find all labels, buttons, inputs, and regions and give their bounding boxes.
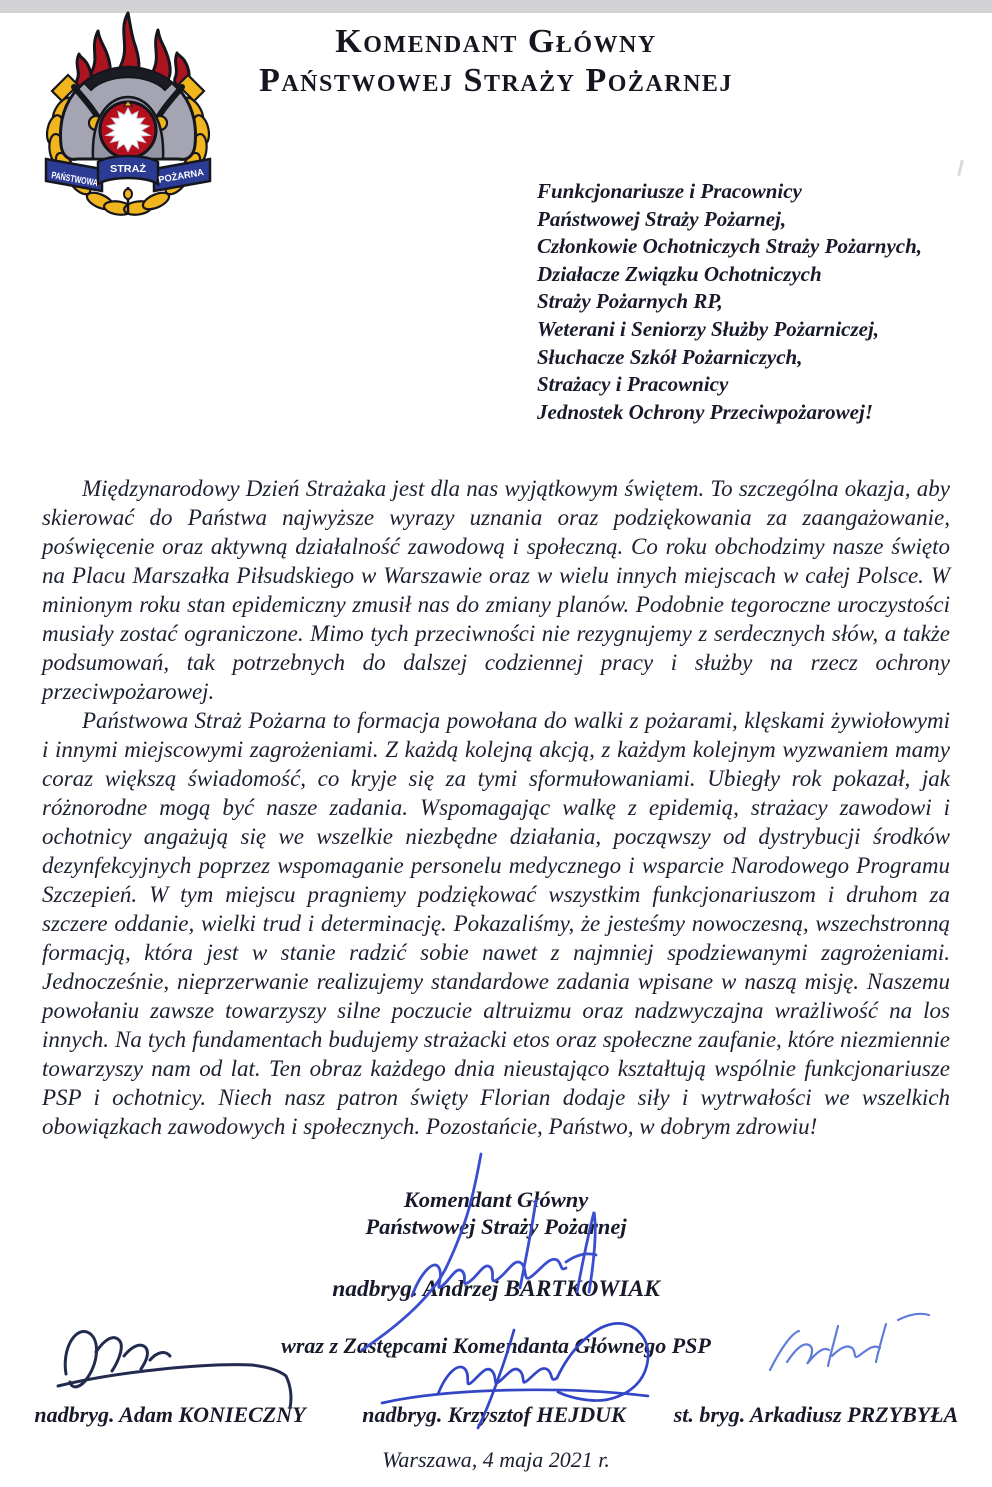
closing-signer-name: nadbryg. Andrzej BARTKOWIAK [332, 1276, 660, 1302]
scan-artifact-mark [957, 160, 964, 176]
addressee-line: Słuchacze Szkół Pożarniczych, [537, 344, 803, 369]
closing-block [0, 1186, 992, 1303]
addressee-line: Działacze Związku Ochotniczych [537, 261, 822, 286]
deputy-name-hejduk: nadbryg. Krzysztof HEJDUK [362, 1402, 626, 1427]
addressee-line: Weterani i Seniorzy Służby Pożarniczej, [537, 316, 880, 341]
banner-text-pozarna: POŻARNA [157, 166, 206, 186]
deputies-intro-line: wraz z Zastępcami Komendanta Głównego PSP [281, 1333, 711, 1358]
addressee-line: Funkcjonariusze i Pracownicy [537, 179, 802, 203]
addressee-line: Straży Pożarnych RP, [537, 289, 723, 314]
polish-eagle-icon [100, 101, 156, 158]
addressee-line: Państwowej Straży Pożarnej, [537, 206, 787, 231]
letterhead-title [0, 22, 992, 100]
addressee-line: Jednostek Ochrony Przeciwpożarowej! [537, 399, 873, 424]
closing-position-line-2: Państwowej Straży Pożarnej [365, 1214, 627, 1239]
body-paragraph-2: Państwowa Straż Pożarna to formacja powołana do walki z pożarami, klęskami żywiołowymi i innymi miejscowymi zagrożeniami. Z każdą kolejną akcją, z każdym kolejnym wyzwaniem mamy coraz większą świadomość, co kryje się za tymi sformułowaniami. Ubiegły rok pokazał, jak różnorodne mogą być nasze zadania. Wspomagając walkę z epidemią, strażacy zawodowi i ochotnicy angażują się we wszelkie niezbędne działania, począwszy od dystrybucji środków dezynfekcyjnych poprzez wspomaganie personelu medycznego i wsparcie Narodowego Programu Szczepień. W tym miejscu pragniemy podziękować wszystkim funkcjonariuszom i druhom za szczere oddanie, wielki trud i determinację. Pokazaliśmy, że jesteśmy nowoczesną, wszechstronną formacją, która jest w stanie radzić sobie nawet z najmniej spodziewanymi zagrożeniami. Jednocześnie, nieprzerwanie realizujemy standardowe zadania wpisane w naszą misję. Naszemu powołaniu zawsze towarzyszy silne poczucie altruizmu oraz nadzwyczajna wrażliwość na los innych. Na tych fundamentach budujemy strażacki etos oraz społeczne zaufanie, które niezmiennie towarzyszy nam od lat. Ten obraz każdego dnia nieustająco kształtują wspólnie funkcjonariusze PSP i ochotnicy. Niech nasz patron święty Florian dodaje siły i wytrwałości we wszelkich obowiązkach zawodowych i społecznych. Pozostańcie, Państwo, w dobrym zdrowiu! [42, 708, 950, 1139]
banner-text-straz: STRAŻ [110, 163, 145, 175]
place-and-date-line: Warszawa, 4 maja 2021 r. [382, 1447, 610, 1472]
addressee-block [537, 178, 922, 426]
letter-body [42, 474, 950, 1141]
deputy-name-konieczny: nadbryg. Adam KONIECZNY [34, 1402, 306, 1427]
closing-position-line-1: Komendant Główny [403, 1187, 589, 1212]
body-paragraph-1: Międzynarodowy Dzień Strażaka jest dla nas wyjątkowym świętem. To szczególna okazja, aby skierować do Państwa najwyższe wyrazy uznania oraz podziękowania za zaangażowanie, poświęcenie oraz aktywną działalność zawodową i społeczną. Co roku obchodzimy nasze święto na Placu Marszałka Piłsudskiego w Warszawie oraz w wielu innych miejscach w całej Polsce. W minionym roku stan epidemiczny zmusił nas do zmiany planów. Podobnie tegoroczne uroczystości musiały zostać ograniczone. Mimo tych przeciwności nie rezygnujemy z serdecznych słów, a także podsumowań, tak potrzebnych do dalszej codziennej pracy i służby na rzecz ochrony przeciwpożarowej. [42, 476, 950, 704]
addressee-line: Strażacy i Pracownicy [537, 372, 729, 397]
banner-text-panstwowa: PAŃSTWOWA [50, 170, 115, 192]
deputy-name-przybyla: st. bryg. Arkadiusz PRZYBYŁA [673, 1402, 959, 1427]
title-line-2: Państwowej Straży Pożarnej [259, 62, 733, 99]
title-line-1: Komendant Główny [335, 23, 657, 60]
addressee-line: Członkowie Ochotniczych Straży Pożarnych, [537, 234, 923, 259]
